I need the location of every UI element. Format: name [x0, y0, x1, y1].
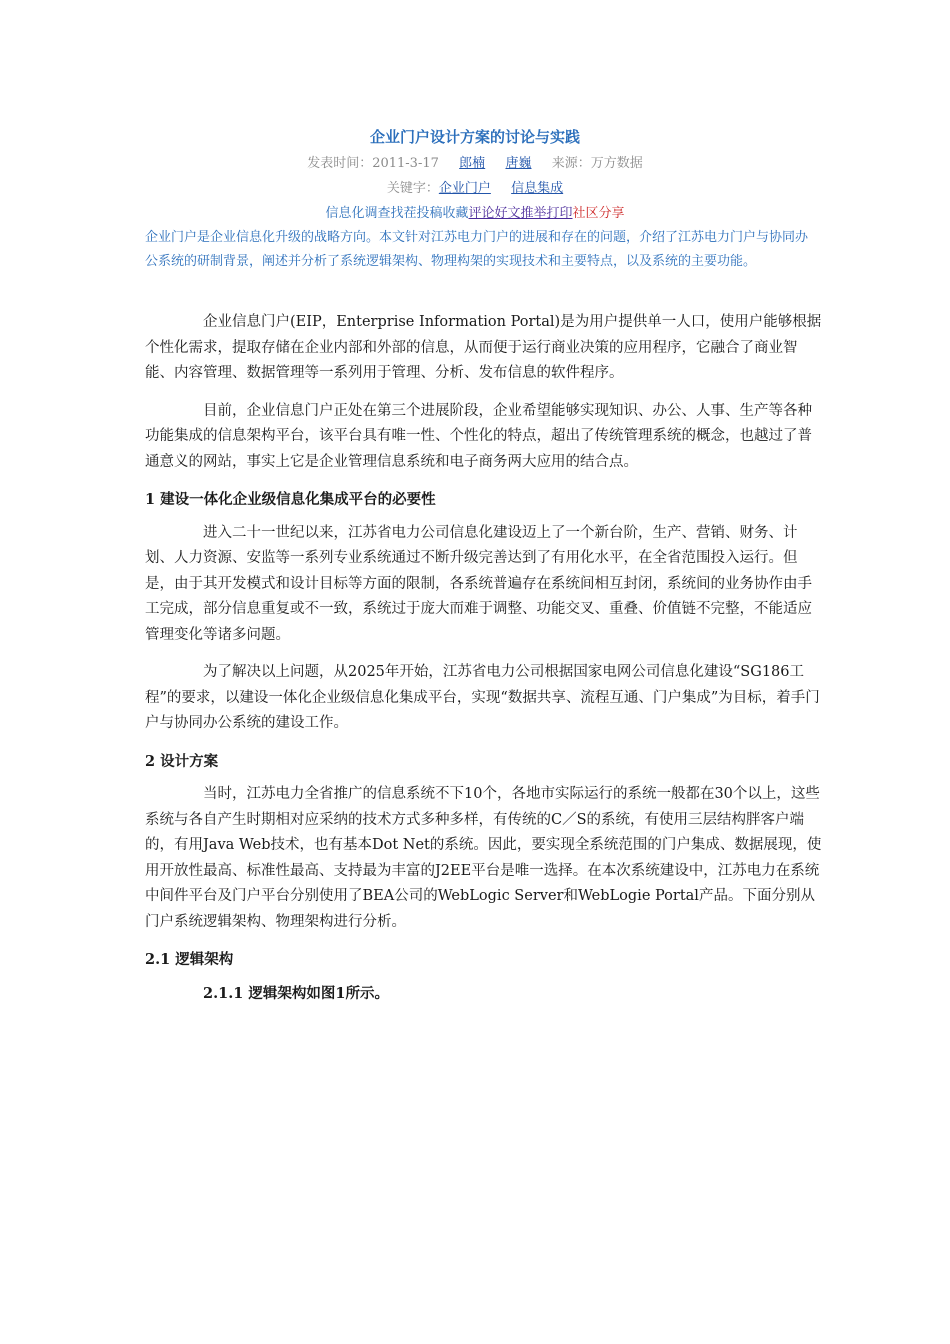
body-paragraph: 目前，企业信息门户正处在第三个进展阶段，企业希望能够实现知识、办公、人事、生产等各种功能集成的信息架构平台，该平台具有唯一性、个性化的特点，超出了传统管理系统的概念，也越过了普通意义的网站，事实上它是企业管理信息系统和电子商务两大应用的结合点。	[145, 402, 812, 470]
article-keywords	[0, 177, 950, 196]
section-heading: 2 设计方案	[145, 752, 219, 770]
keyword-link-2[interactable]: 信息集成	[511, 181, 564, 196]
article-actions-bar	[0, 202, 950, 221]
section-heading: 1 建设一体化企业级信息化集成平台的必要性	[145, 491, 436, 508]
source-value: 万方数据	[590, 156, 643, 171]
community-share-link[interactable]: 社区分享	[572, 206, 625, 221]
published-date: 2011-3-17	[372, 156, 439, 171]
article-title: 企业门户设计方案的讨论与实践	[369, 128, 580, 146]
action-links-plain[interactable]: 信息化调查找茬投稿收藏	[325, 206, 469, 221]
author-link-1[interactable]: 郎楠	[459, 156, 486, 171]
keywords-label: 关键字：	[386, 181, 439, 196]
article-abstract: 企业门户是企业信息化升级的战略方向。本文针对江苏电力门户的进展和存在的问题，介绍了江苏电力门户与协同办公系统的研制背景，阐述并分析了系统逻辑架构、物理构架的实现技术和主要特点，以及系统的主要功能。	[145, 230, 809, 269]
body-paragraph: 企业信息门户(EIP，Enterprise Information Portal)是为用户提供单一人口，使用户能够根据个性化需求，提取存储在企业内部和外部的信息，从而便于运行商业决策的应用程序，它融合了商业智能、内容管理、数据管理等一系列用于管理、分析、发布信息的软件程序。	[145, 314, 822, 381]
body-paragraph: 当时，江苏电力全省推广的信息系统不下10个，各地市实际运行的系统一般都在30个以上，这些系统与各自产生时期相对应采纳的技术方式多种多样，有传统的C／S的系统，有使用三层结构胖客户端的，有用Java Web技术，也有基本Dot Net的系统。因此，要实现全系统范围的门户集成、数据展现，使用开放性最高、标准性最高、支持最为丰富的J2EE平台是唯一选择。在本次系统建设中，江苏电力在系统中间件平台及门户平台分别使用了BEA公司的WebLogic Server和WebLogie Portal产品。下面分别从门户系统逻辑架构、物理架构进行分析。	[145, 786, 822, 930]
subsubsection-heading: 2.1.1 逻辑架构如图1所示。	[203, 984, 389, 1002]
published-label: 发表时间：	[307, 156, 373, 171]
article-meta	[0, 152, 950, 171]
body-paragraph: 为了解决以上问题，从2025年开始，江苏省电力公司根据国家电网公司信息化建设“SG186工程”的要求，以建设一体化企业级信息化集成平台，实现“数据共享、流程互通、门户集成”为目标，着手门户与协同办公系统的建设工作。	[145, 664, 820, 731]
subsection-heading: 2.1 逻辑架构	[145, 951, 234, 968]
keyword-link-1[interactable]: 企业门户	[438, 181, 491, 196]
action-links-underlined[interactable]: 评论好文推举打印	[468, 206, 573, 221]
body-paragraph: 进入二十一世纪以来，江苏省电力公司信息化建设迈上了一个新台阶，生产、营销、财务、计划、人力资源、安监等一系列专业系统通过不断升级完善达到了有用化水平，在全省范围投入运行。但是，由于其开发模式和设计目标等方面的限制，各系统普遍存在系统间相互封闭，系统间的业务协作由手工完成，部分信息重复或不一致，系统过于庞大而难于调整、功能交叉、重叠、价值链不完整，不能适应管理变化等诸多问题。	[145, 524, 812, 643]
source-label: 来源：	[551, 156, 591, 171]
author-link-2[interactable]: 唐巍	[505, 156, 532, 171]
article-body	[145, 310, 825, 1006]
